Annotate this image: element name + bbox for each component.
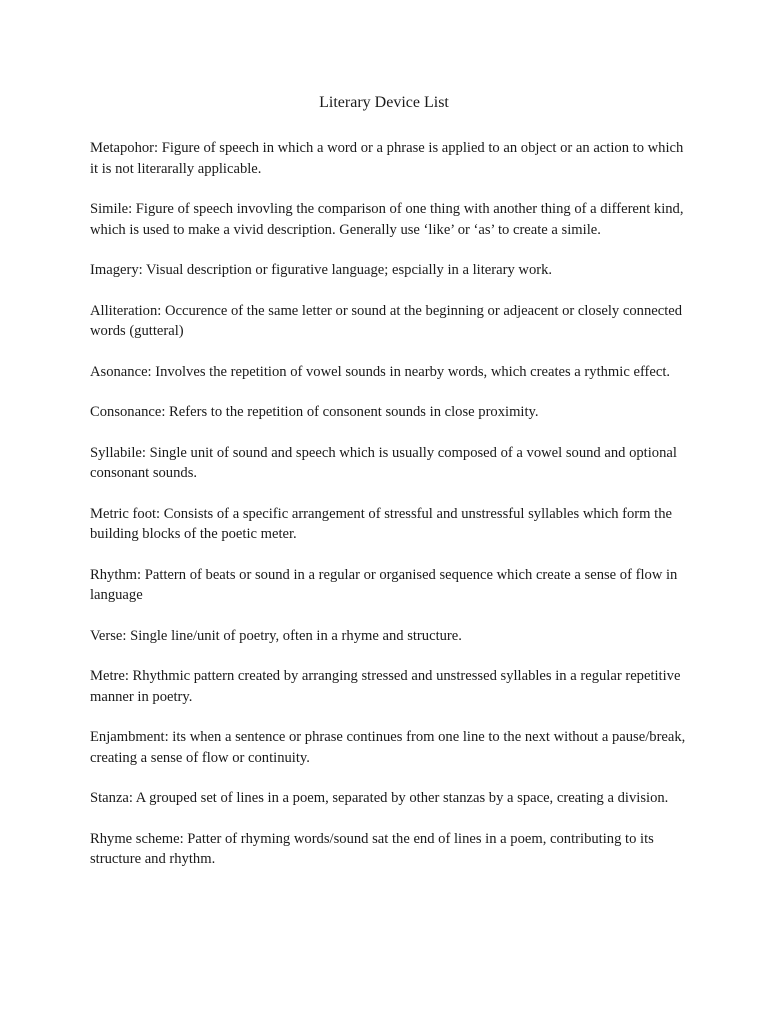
- document-title: Literary Device List: [319, 94, 449, 111]
- definition-verse: Verse: Single line/unit of poetry, often in a rhyme and structure.: [90, 627, 462, 644]
- definition-imagery: Imagery: Visual description or figurative language; espcially in a literary work.: [90, 262, 553, 278]
- definition-stanza: Stanza: A grouped set of lines in a poem, separated by other stanzas by a space, creating a division.: [90, 790, 669, 806]
- definition-simile: Simile: Figure of speech invovling the comparison of one thing with another thing of a different kind, which is used to make a vivid description. Generally use ‘like’ or ‘as’ to create a simile.: [90, 201, 684, 238]
- definition-syllable: Syllabile: Single unit of sound and speech which is usually composed of a vowel sound and optional consonant sounds.: [90, 444, 677, 481]
- definition-list: [90, 138, 690, 890]
- definition-consonance: Consonance: Refers to the repetition of consonent sounds in close proximity.: [90, 404, 539, 420]
- definition-metre: Metre: Rhythmic pattern created by arranging stressed and unstressed syllables in a regular repetitive manner in poetry.: [90, 668, 681, 705]
- definition-assonance: Asonance: Involves the repetition of vowel sounds in nearby words, which creates a rythmic effect.: [90, 363, 671, 380]
- definition-rhyme-scheme: Rhyme scheme: Patter of rhyming words/sound sat the end of lines in a poem, contributing to its structure and rhythm.: [90, 830, 654, 867]
- definition-enjambment: Enjambment: its when a sentence or phrase continues from one line to the next without a pause/break, creating a sense of flow or continuity.: [90, 729, 686, 766]
- definition-metric-foot: Metric foot: Consists of a specific arrangement of stressful and unstressful syllables which form the building blocks of the poetic meter.: [90, 505, 672, 542]
- definition-metaphor: Metapohor: Figure of speech in which a word or a phrase is applied to an object or an action to which it is not literarally applicable.: [90, 140, 684, 177]
- definition-alliteration: Alliteration: Occurence of the same letter or sound at the beginning or adjeacent or closely connected words (gutteral): [90, 302, 683, 339]
- definition-rhythm: Rhythm: Pattern of beats or sound in a regular or organised sequence which create a sense of flow in language: [90, 566, 678, 603]
